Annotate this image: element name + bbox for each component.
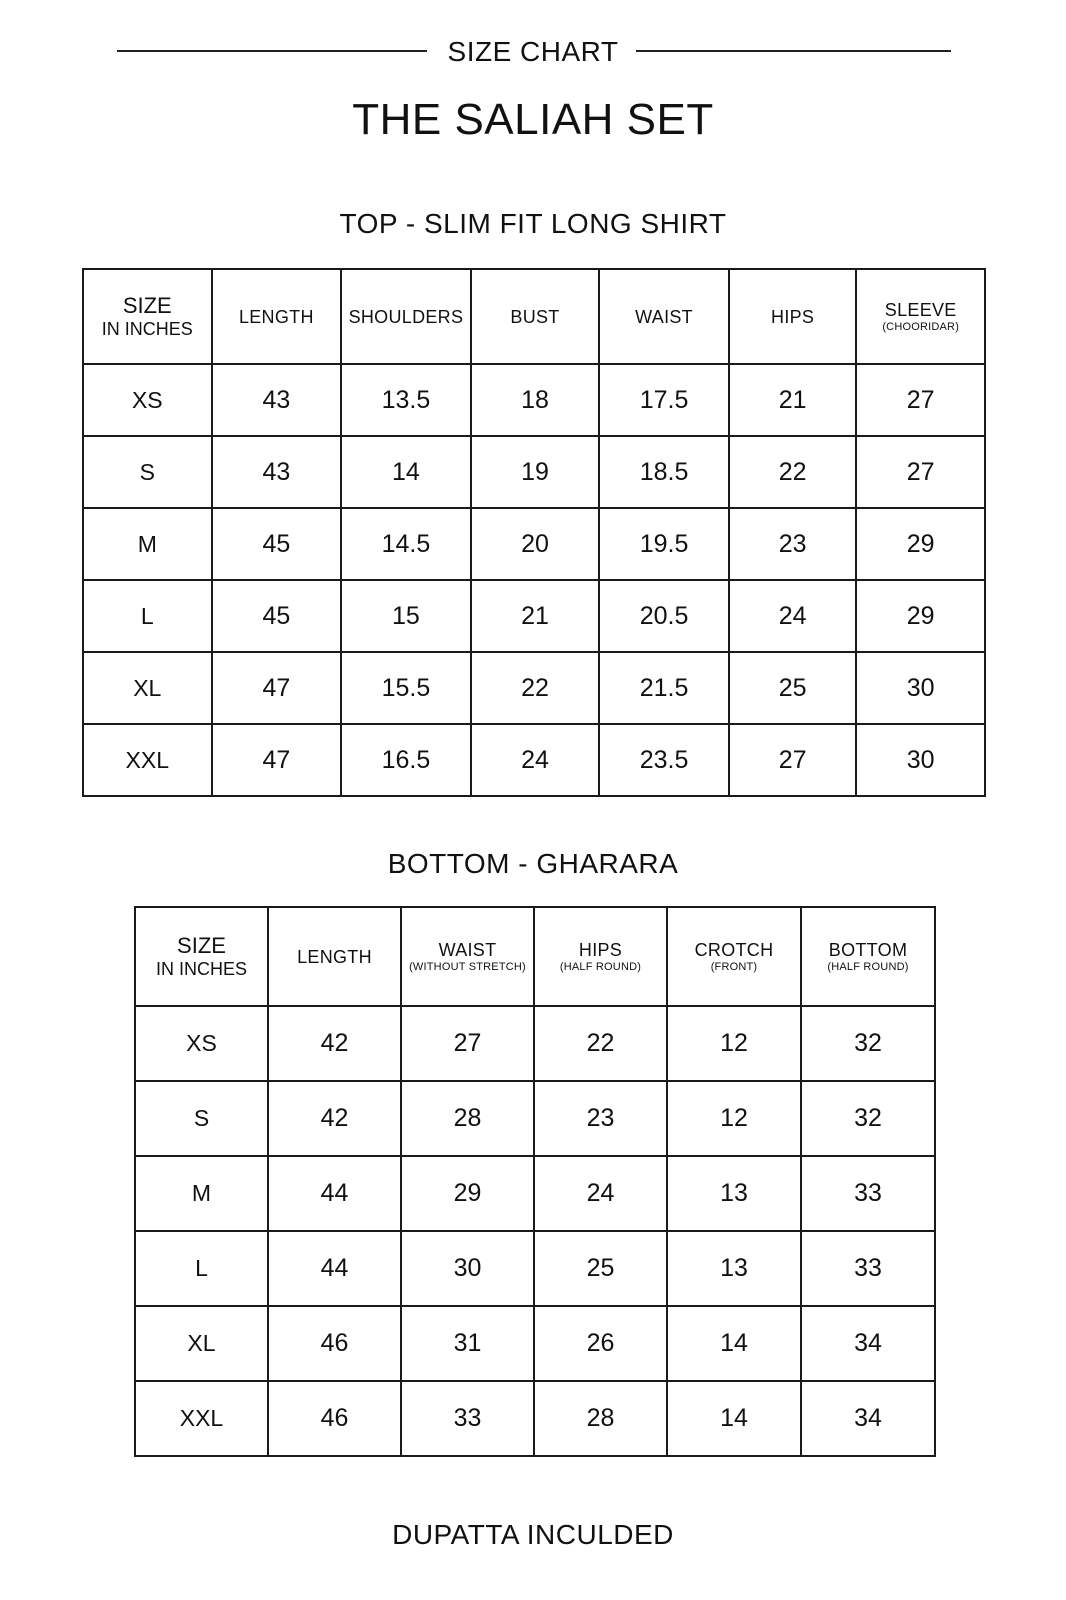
value-cell: 31 xyxy=(401,1306,534,1381)
size-cell: XXL xyxy=(83,724,212,796)
value-cell: 17.5 xyxy=(599,364,729,436)
value-cell: 22 xyxy=(471,652,600,724)
value-cell: 27 xyxy=(729,724,857,796)
column-header-label: LENGTH xyxy=(238,306,314,327)
value-cell: 25 xyxy=(729,652,857,724)
value-cell: 27 xyxy=(856,436,985,508)
column-header-label: HIPS xyxy=(771,306,815,327)
value-cell: 24 xyxy=(729,580,857,652)
bottom-header-row xyxy=(135,907,935,1006)
column-header-label: BUST xyxy=(510,306,560,327)
top-header-row xyxy=(83,269,985,364)
value-cell: 33 xyxy=(401,1381,534,1456)
value-cell: 14.5 xyxy=(341,508,471,580)
size-cell: M xyxy=(135,1156,268,1231)
value-cell: 33 xyxy=(801,1231,935,1306)
value-cell: 21.5 xyxy=(599,652,729,724)
column-header-label: WAIST xyxy=(635,306,693,327)
value-cell: 21 xyxy=(729,364,857,436)
table-row xyxy=(83,508,985,580)
value-cell: 34 xyxy=(801,1306,935,1381)
value-cell: 18 xyxy=(471,364,600,436)
table-row xyxy=(83,364,985,436)
size-header-label: SIZE xyxy=(122,292,172,318)
value-cell: 46 xyxy=(268,1381,401,1456)
value-cell: 13 xyxy=(667,1156,801,1231)
size-cell: M xyxy=(83,508,212,580)
value-cell: 14 xyxy=(667,1381,801,1456)
value-cell: 25 xyxy=(534,1231,667,1306)
column-header-label: BOTTOM xyxy=(828,939,908,960)
value-cell: 30 xyxy=(856,724,985,796)
value-cell: 32 xyxy=(801,1081,935,1156)
size-cell: XS xyxy=(83,364,212,436)
value-cell: 44 xyxy=(268,1156,401,1231)
value-cell: 22 xyxy=(729,436,857,508)
size-header-sub: IN INCHES xyxy=(101,318,193,339)
value-cell: 28 xyxy=(401,1081,534,1156)
value-cell: 19 xyxy=(471,436,600,508)
value-cell: 45 xyxy=(212,580,342,652)
table-row xyxy=(83,724,985,796)
size-cell: XXL xyxy=(135,1381,268,1456)
top-header-hips xyxy=(729,269,857,364)
value-cell: 29 xyxy=(856,580,985,652)
table-row xyxy=(135,1156,935,1231)
value-cell: 42 xyxy=(268,1006,401,1081)
value-cell: 42 xyxy=(268,1081,401,1156)
value-cell: 18.5 xyxy=(599,436,729,508)
bottom-header-size xyxy=(135,907,268,1006)
value-cell: 43 xyxy=(212,364,342,436)
table-row xyxy=(135,1081,935,1156)
size-cell: L xyxy=(135,1231,268,1306)
value-cell: 30 xyxy=(856,652,985,724)
value-cell: 27 xyxy=(401,1006,534,1081)
top-header-waist xyxy=(599,269,729,364)
value-cell: 13.5 xyxy=(341,364,471,436)
bottom-header-hips xyxy=(534,907,667,1006)
value-cell: 23 xyxy=(534,1081,667,1156)
size-header-label: SIZE xyxy=(177,932,226,958)
value-cell: 20 xyxy=(471,508,600,580)
bottom-header-waist xyxy=(401,907,534,1006)
bottom-size-table xyxy=(134,906,936,1457)
column-header-label: WAIST xyxy=(438,939,497,960)
value-cell: 34 xyxy=(801,1381,935,1456)
value-cell: 29 xyxy=(401,1156,534,1231)
table-row xyxy=(83,652,985,724)
value-cell: 23.5 xyxy=(599,724,729,796)
size-header-sub: IN INCHES xyxy=(155,958,247,979)
size-cell: S xyxy=(135,1081,268,1156)
value-cell: 13 xyxy=(667,1231,801,1306)
value-cell: 16.5 xyxy=(341,724,471,796)
value-cell: 19.5 xyxy=(599,508,729,580)
column-header-sub: (CHOORIDAR) xyxy=(882,320,960,333)
column-header-label: SLEEVE xyxy=(884,299,957,320)
value-cell: 33 xyxy=(801,1156,935,1231)
value-cell: 15 xyxy=(341,580,471,652)
column-header-sub: (HALF ROUND) xyxy=(559,960,642,973)
table-row xyxy=(135,1231,935,1306)
table-row xyxy=(135,1381,935,1456)
size-cell: XL xyxy=(83,652,212,724)
column-header-label: LENGTH xyxy=(297,946,372,967)
dupatta-note: DUPATTA INCULDED xyxy=(392,1519,674,1550)
value-cell: 26 xyxy=(534,1306,667,1381)
top-header-bust xyxy=(471,269,600,364)
value-cell: 22 xyxy=(534,1006,667,1081)
bottom-header-bottom xyxy=(801,907,935,1006)
value-cell: 20.5 xyxy=(599,580,729,652)
column-header-label: HIPS xyxy=(578,939,623,960)
value-cell: 28 xyxy=(534,1381,667,1456)
column-header-label: CROTCH xyxy=(694,939,774,960)
table-row xyxy=(135,1306,935,1381)
value-cell: 14 xyxy=(341,436,471,508)
top-header-length xyxy=(212,269,342,364)
top-header-size xyxy=(83,269,212,364)
column-header-sub: (FRONT) xyxy=(710,960,758,973)
value-cell: 32 xyxy=(801,1006,935,1081)
top-size-table xyxy=(82,268,986,797)
bottom-header-length xyxy=(268,907,401,1006)
value-cell: 29 xyxy=(856,508,985,580)
value-cell: 15.5 xyxy=(341,652,471,724)
top-header-shoulders xyxy=(341,269,471,364)
value-cell: 44 xyxy=(268,1231,401,1306)
size-cell: XS xyxy=(135,1006,268,1081)
value-cell: 21 xyxy=(471,580,600,652)
value-cell: 12 xyxy=(667,1081,801,1156)
value-cell: 30 xyxy=(401,1231,534,1306)
value-cell: 24 xyxy=(471,724,600,796)
value-cell: 23 xyxy=(729,508,857,580)
table-row xyxy=(135,1006,935,1081)
table-row xyxy=(83,436,985,508)
value-cell: 45 xyxy=(212,508,342,580)
bottom-section-heading: BOTTOM - GHARARA xyxy=(387,848,679,879)
size-cell: S xyxy=(83,436,212,508)
value-cell: 27 xyxy=(856,364,985,436)
page-title: THE SALIAH SET xyxy=(352,95,714,144)
value-cell: 47 xyxy=(212,724,342,796)
top-header-sleeve xyxy=(856,269,985,364)
value-cell: 24 xyxy=(534,1156,667,1231)
value-cell: 43 xyxy=(212,436,342,508)
size-cell: XL xyxy=(135,1306,268,1381)
column-header-label: SHOULDERS xyxy=(348,306,464,327)
header-rule-right xyxy=(636,50,951,52)
column-header-sub: (HALF ROUND) xyxy=(827,960,909,973)
value-cell: 12 xyxy=(667,1006,801,1081)
size-cell: L xyxy=(83,580,212,652)
value-cell: 14 xyxy=(667,1306,801,1381)
header-rule-left xyxy=(117,50,427,52)
column-header-sub: (WITHOUT STRETCH) xyxy=(409,960,526,973)
size-chart-label: SIZE CHART xyxy=(447,36,619,67)
value-cell: 47 xyxy=(212,652,342,724)
table-row xyxy=(83,580,985,652)
top-section-heading: TOP - SLIM FIT LONG SHIRT xyxy=(339,208,727,239)
value-cell: 46 xyxy=(268,1306,401,1381)
bottom-header-crotch xyxy=(667,907,801,1006)
